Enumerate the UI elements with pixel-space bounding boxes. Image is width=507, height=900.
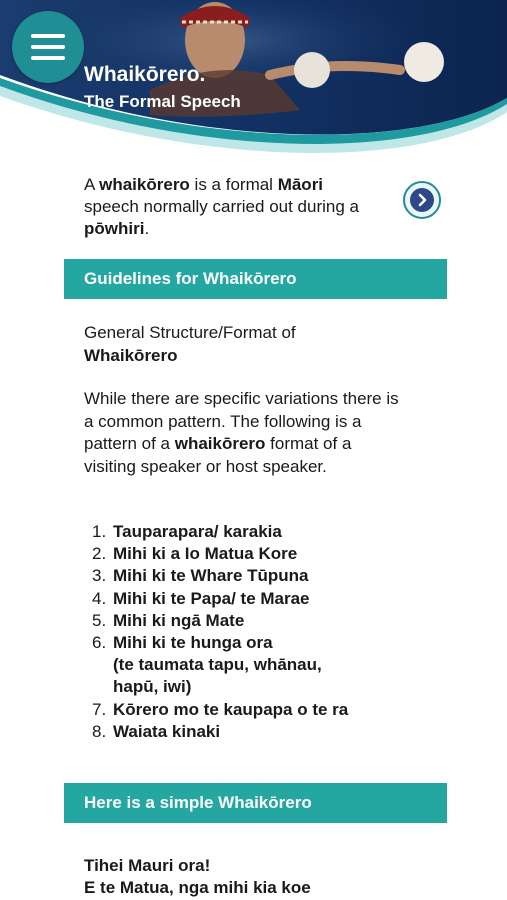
section-heading-guidelines: Guidelines for Whaikōrero	[64, 259, 447, 299]
hamburger-menu-icon	[31, 34, 65, 60]
speech-line: E te Matua, nga mihi kia koe	[84, 878, 311, 897]
menu-button[interactable]	[12, 11, 84, 83]
poi-ball-right	[404, 42, 444, 82]
speech-structure-list	[92, 521, 348, 743]
next-button[interactable]	[403, 181, 441, 219]
section-heading-simple-whaikorero: Here is a simple Whaikōrero	[64, 783, 447, 823]
list-item: 6. Mihi ki te hunga ora (te taumata tapu, whānau, hapū, iwi)	[92, 633, 322, 697]
page-title: Whaikōrero.	[84, 63, 206, 86]
header-banner	[0, 0, 507, 160]
chevron-right-icon	[410, 188, 434, 212]
pattern-paragraph: While there are specific variations there is a common pattern. The following is a pattern of a whaikōrero format of a visiting speaker or host speaker.	[84, 389, 399, 476]
speech-line: Tihei Mauri ora!	[84, 856, 211, 875]
page-subtitle: The Formal Speech	[84, 92, 241, 111]
list-item: 1. Tauparapara/ karakia	[92, 522, 282, 541]
list-item: 4. Mihi ki te Papa/ te Marae	[92, 588, 310, 608]
poi-ball-left	[294, 52, 330, 88]
list-item: 8. Waiata kinaki	[92, 721, 221, 741]
structure-heading: General Structure/Format of Whaikōrero	[84, 323, 296, 365]
list-item: 5. Mihi ki ngā Mate	[92, 610, 245, 630]
list-item: 3. Mihi ki te Whare Tūpuna	[92, 566, 309, 586]
list-item: 2. Mihi ki a Io Matua Kore	[92, 544, 298, 564]
list-item: 7. Kōrero mo te kaupapa o te ra	[92, 699, 349, 719]
intro-text: A whaikōrero is a formal Māori speech normally carried out during a pōwhiri.	[84, 175, 359, 238]
